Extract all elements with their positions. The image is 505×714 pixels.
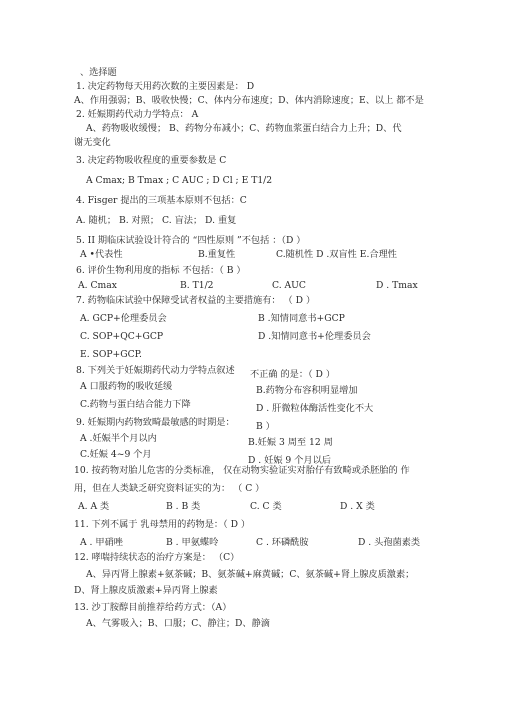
question-11-option-b: B . 甲氨蝶呤 bbox=[166, 537, 219, 548]
question-8-option-c: C.药物与蛋白结合能力下降 bbox=[80, 399, 191, 410]
question-9-option-b: B.妊娠 3 周至 12 周 bbox=[248, 437, 333, 448]
question-10-option-d: D . X 类 bbox=[340, 501, 375, 512]
question-3-options: A Cmax; B Tmax ; C AUC ; D Cl ; E T1/2 bbox=[86, 175, 273, 186]
question-8: 8. 下列关于妊娠期药代动力学特点叙述 bbox=[76, 365, 235, 376]
section-heading: 、选择题 bbox=[80, 67, 117, 78]
question-13: 13. 沙丁胺醇目前推荐给药方式：（A） bbox=[74, 602, 232, 613]
question-10-line1: 10. 按药物对胎儿危害的分类标准， 仅在动物实验证实对胎仔有致畸或杀胚胎的 作 bbox=[74, 465, 410, 476]
question-12-options-line2: D、肾上腺皮质激素+异丙肾上腺素 bbox=[74, 585, 218, 596]
question-6-option-c: C. AUC bbox=[272, 280, 306, 291]
question-5-option-c: C.随机性 D .双盲性 E.合理性 bbox=[276, 249, 397, 260]
question-7-option-e: E. SOP+GCP. bbox=[80, 349, 142, 360]
question-5: 5. II 期临床试验设计符合的 “四性原则 ”不包括 ：（D ） bbox=[76, 235, 306, 246]
question-9-option-a: A .妊娠半个月以内 bbox=[80, 433, 157, 444]
question-6-option-b: B. T1/2 bbox=[180, 280, 214, 291]
question-7-option-b: B .知情同意书+GCP bbox=[258, 313, 345, 324]
question-9-answer: B ） bbox=[256, 421, 275, 432]
question-13-options: A、气雾吸入；B、口服；C、静注；D、静滴 bbox=[86, 618, 270, 629]
question-5-option-b: B.重复性 bbox=[198, 249, 236, 260]
question-7-option-d: D .知情同意书+伦理委员会 bbox=[258, 331, 371, 342]
question-10-option-c: C. C 类 bbox=[250, 501, 282, 512]
question-4-options: A. 随机； B. 对照； C. 盲法； D. 重复 bbox=[76, 215, 237, 226]
question-2-options-line2: 谢无变化 bbox=[74, 137, 111, 148]
question-11-option-d: D . 头孢菌素类 bbox=[358, 537, 421, 548]
question-9-option-d-clip bbox=[248, 455, 368, 464]
question-11: 11. 下列不属于 乳母禁用的药物是：（ D ） bbox=[74, 519, 251, 530]
question-7: 7. 药物临床试验中保障受试者权益的主要措施有： （ D ） bbox=[76, 295, 316, 306]
question-8-tail: 不正确 的是：（ D ） bbox=[250, 369, 336, 380]
question-12-options-line1: A、异丙肾上腺素+氨茶碱；B、氨茶碱+麻黄碱；C、氨茶碱+肾上腺皮质激素； bbox=[86, 569, 415, 580]
question-2-options-line1: A、药物吸收缓慢； B、药物分布减小；C、药物血浆蛋白结合力上升；D、代 bbox=[86, 123, 402, 134]
question-2: 2. 妊娠期药代动力学特点： A bbox=[76, 109, 199, 120]
question-11-option-a: A . 甲硝唑 bbox=[80, 537, 123, 548]
question-8-option-a: A 口服药物的吸收延缓 bbox=[80, 381, 173, 392]
question-5-option-a: A •代表性 bbox=[80, 249, 123, 260]
question-7-option-c: C. SOP+QC+GCP bbox=[80, 331, 164, 342]
question-9-option-d: D . 妊娠 9 个月以后 bbox=[248, 455, 331, 464]
question-9: 9. 妊娠期内药物致畸最敏感的时期是： bbox=[76, 417, 235, 428]
question-6: 6. 评价生物利用度的指标 不包括：（ B ） bbox=[76, 265, 246, 276]
question-9-option-c: C.妊娠 4~9 个月 bbox=[80, 449, 152, 460]
question-7-option-a: A. GCP+伦理委员会 bbox=[80, 313, 167, 324]
question-10-option-a: A. A 类 bbox=[78, 501, 110, 512]
question-1-options: A、作用强弱；B、吸收快慢；C、体内分布速度；D、体内消除速度；E、以上 都不是 bbox=[74, 95, 424, 106]
question-6-option-a: A. Cmax bbox=[78, 280, 117, 291]
question-12: 12. 哮喘持续状态的治疗方案是： （C） bbox=[74, 552, 240, 563]
question-1: 1. 决定药物每天用药次数的主要因素是： D bbox=[76, 81, 255, 92]
question-4: 4. Fisger 提出的三项基本原则不包括：C bbox=[76, 195, 247, 206]
question-10-line2: 用，但在人类缺乏研究资料证实的为： （ C ） bbox=[74, 483, 265, 494]
question-6-option-d: D . Tmax bbox=[376, 280, 418, 291]
question-8-option-d: D . 肝微粒体酶活性变化不大 bbox=[256, 403, 374, 414]
question-8-option-b: B.药物分布容积明显增加 bbox=[256, 385, 358, 396]
question-11-option-c: C . 环磷酰胺 bbox=[256, 537, 309, 548]
question-3: 3. 决定药物吸收程度的重要参数是 C bbox=[76, 155, 227, 166]
question-10-option-b: B . B 类 bbox=[166, 501, 201, 512]
